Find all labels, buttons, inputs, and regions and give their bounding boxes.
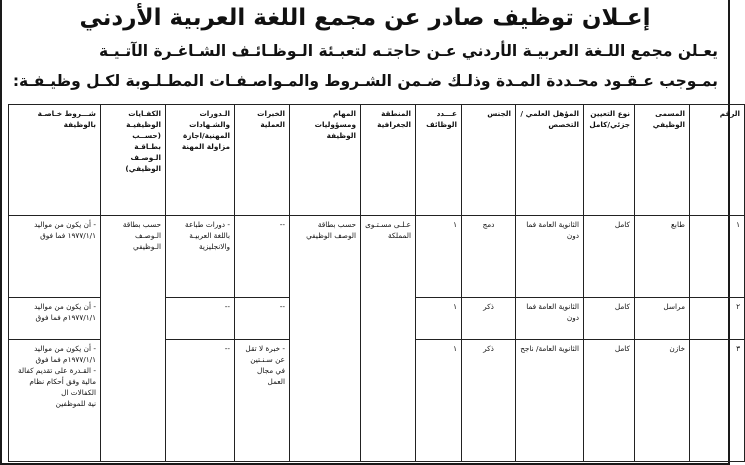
cell-appointment-type: كامل (584, 216, 635, 298)
cell-job-count: ١ (416, 340, 462, 462)
cell-special-conditions (9, 340, 101, 462)
cell-qualification: الثانوية العامة فما دون (516, 216, 584, 298)
cell-qualification: الثانوية العامة فما دون (516, 298, 584, 340)
cell-job-title: خازن (635, 340, 690, 462)
cell-number: ٢ (690, 298, 745, 340)
header-qualification: المؤهل العلمي / التخصص (516, 105, 584, 216)
cell-experience: -- (235, 298, 290, 340)
header-gender: الجنس (462, 105, 516, 216)
cell-region: عـلـى مسـتـوى المملكة (361, 216, 416, 462)
cell-special-conditions: - أن يكون من مواليد ١٩٧٧/١/١ فما فوق (9, 216, 101, 298)
cell-job-count: ١ (416, 298, 462, 340)
cell-job-count: ١ (416, 216, 462, 298)
cell-number: ٣ (690, 340, 745, 462)
cell-gender: ذكر (462, 340, 516, 462)
header-experience: الخبرات العملية (235, 105, 290, 216)
header-courses: الـدورات والشـهادات المهنية/اجازة مزاولة المهنة (166, 105, 235, 216)
header-number: الرقم (690, 105, 745, 216)
table-header-row (9, 105, 745, 216)
cell-job-title: مراسل (635, 298, 690, 340)
cell-special-conditions: - أن يكون من مواليد ١٩٧٧/١/١م فما فوق (9, 298, 101, 340)
header-appointment-type: نوع التعيين جزئي/كامل (584, 105, 635, 216)
cell-appointment-type: كامل (584, 298, 635, 340)
cell-courses: - دورات طباعة باللغة العربيـة والانجليزية (166, 216, 235, 298)
header-special-conditions: شـــروط خـاصـة بالوظيفة (9, 105, 101, 216)
cell-duties: حسب بطاقة الوصف الوظيفي (290, 216, 361, 462)
header-duties: المهام ومسؤوليات الوظيفة (290, 105, 361, 216)
header-region: المنطقة الجغرافية (361, 105, 416, 216)
cell-appointment-type: كامل (584, 340, 635, 462)
condition-guarantee: - القـدرة على تقديم كفالة مالية وفق أحكام نظام الكفالات ال (18, 366, 96, 397)
header-job-count: عـــدد الوظائف (416, 105, 462, 216)
intro-line-2: بمـوجب عـقـود محـددة المـدة وذلـك ضـمن الشـروط والمـواصـفـات المطـلـوبة لكـل وظيـفـة: (12, 72, 718, 90)
cell-gender: ذكر (462, 298, 516, 340)
cell-experience: - خبرة لا تقل عن سـنـتين في مجال العمل (235, 340, 290, 462)
condition-guarantee-end: نية للموظفين (55, 399, 96, 408)
condition-birth-date: - أن يكون من مواليد ١٩٧٧/١/١م فما فوق (34, 344, 96, 364)
cell-courses: -- (166, 340, 235, 462)
jobs-table (8, 104, 745, 462)
cell-qualification: الثانوية العامة/ ناجح (516, 340, 584, 462)
header-job-title: المسمى الوظيفي (635, 105, 690, 216)
cell-gender: دمج (462, 216, 516, 298)
cell-competencies: حسب بطاقة الـوصـف الـوظيفي (101, 216, 166, 462)
intro-line-1: يعـلن مجمع اللـغة العربيـة الأردني عـن حاجتـه لتعبـئة الـوظـائـف الشـاغـرة الآتـيـة (99, 42, 718, 60)
cell-experience: -- (235, 216, 290, 298)
cell-number: ١ (690, 216, 745, 298)
cell-job-title: طابع (635, 216, 690, 298)
header-competencies: الكفـايات الوظيفيـة (حســب بطـاقـة الـوصـف الوظيفي) (101, 105, 166, 216)
announcement-headline: إعـلان توظيف صادر عن مجمع اللغة العربية الأردني (79, 5, 651, 31)
cell-courses: -- (166, 298, 235, 340)
table-row (9, 216, 745, 298)
